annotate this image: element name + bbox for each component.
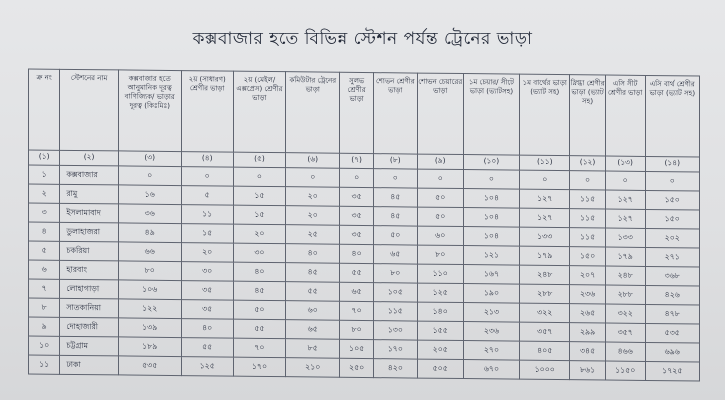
fare-cell: ৩২২	[605, 304, 645, 323]
column-header: ২য় (সাধারণ) শ্রেণীর ভাড়া	[181, 71, 233, 153]
fare-cell: ২৭০	[463, 341, 519, 361]
station-name-cell: চকরিয়া	[60, 241, 119, 261]
column-number: (৪)	[181, 152, 233, 168]
fare-cell: ৬৯৬	[645, 342, 699, 362]
fare-cell: ১১৫	[373, 302, 417, 321]
fare-cell: ২৮৮	[605, 285, 645, 304]
fare-cell: ৮৬১	[570, 361, 606, 380]
fare-cell: ১৯০	[463, 284, 519, 304]
fare-cell: ২৭১	[645, 247, 699, 267]
fare-cell: ৩৫	[181, 281, 233, 301]
document-title: কক্সবাজার হতে বিভিন্ন স্টেশন পর্যন্ত ট্রেনের ভাড়া	[192, 29, 533, 49]
fare-table	[28, 68, 700, 381]
column-number: (২)	[60, 150, 119, 166]
column-header: সুলভ শ্রেণীর ভাড়া	[340, 72, 373, 153]
station-name-cell: কক্সবাজার	[60, 165, 119, 185]
fare-cell: ৩৫৭	[520, 322, 570, 342]
fare-cell: ১২৫	[417, 283, 463, 302]
column-number: (৮)	[373, 154, 417, 169]
fare-cell: ৮০	[373, 264, 417, 283]
fare-cell: ১১৫	[570, 228, 606, 247]
fare-cell: ০	[373, 169, 417, 188]
station-name-cell: রামু	[60, 184, 119, 204]
fare-cell: ৬০	[286, 301, 340, 321]
fare-cell: ১০৪	[463, 208, 519, 228]
fare-cell: ৬৫	[286, 320, 340, 340]
column-number: (১০)	[463, 155, 519, 171]
fare-cell: ২০	[286, 206, 340, 226]
column-number: (৬)	[286, 153, 340, 169]
fare-cell: ০	[118, 166, 181, 186]
fare-cell: ৩৫	[340, 206, 373, 225]
fare-cell: ২৫০	[340, 358, 373, 377]
station-name-cell: ঢাকা	[60, 355, 119, 375]
fare-cell: ১৫	[233, 186, 285, 206]
fare-cell: ২৮৮	[520, 284, 570, 304]
fare-cell: ২৪৮	[605, 266, 645, 285]
station-name-cell: সাতকানিয়া	[60, 298, 119, 318]
fare-cell: ৪০	[340, 244, 373, 263]
serial-cell: ১১	[29, 355, 60, 374]
fare-cell: ১৭০	[233, 357, 285, 377]
column-number: (৯)	[417, 154, 463, 169]
fare-cell: ৭০	[340, 301, 373, 320]
table-header-row	[29, 69, 700, 157]
fare-cell: ৬০	[417, 226, 463, 245]
fare-cell: ৩৬৮	[645, 266, 699, 286]
fare-cell: ৪২৬	[645, 285, 699, 305]
column-header: শোভন শ্রেণীর ভাড়া	[373, 73, 417, 154]
fare-cell: ৩২২	[520, 303, 570, 323]
serial-cell: ১০	[29, 336, 60, 355]
fare-cell: ৬৫	[340, 282, 373, 301]
fare-cell: ১৭০	[373, 340, 417, 359]
fare-cell: ৪০	[286, 244, 340, 264]
fare-cell: ০	[417, 169, 463, 188]
fare-cell: ১২৭	[520, 208, 570, 228]
fare-cell: ২০৫	[417, 340, 463, 359]
fare-cell: ০	[181, 167, 233, 187]
column-number: (৫)	[233, 152, 285, 168]
fare-cell: ০	[520, 170, 570, 190]
column-number: (৭)	[340, 153, 373, 168]
fare-cell: ১০৫	[373, 283, 417, 302]
fare-cell: ১৬	[118, 185, 181, 205]
fare-cell: ৩০	[181, 262, 233, 282]
serial-cell: ১	[29, 165, 60, 184]
fare-cell: ৫০	[233, 300, 285, 320]
serial-cell: ৯	[29, 317, 60, 336]
fare-cell: ০	[463, 170, 519, 190]
column-header: ২য় (মেইল/ এক্সপ্রেস) শ্রেণীর ভাড়া	[233, 71, 285, 153]
column-number: (১২)	[570, 156, 606, 171]
fare-cell: ১৩৩	[520, 227, 570, 247]
serial-cell: ৭	[29, 279, 60, 298]
fare-cell: ২৬৫	[570, 304, 606, 323]
fare-cell: ০	[645, 171, 699, 191]
fare-cell: ৪৫	[286, 263, 340, 283]
column-number: (১)	[29, 150, 60, 165]
fare-cell: ৪৬৬	[605, 342, 645, 361]
fare-cell: ৫৩৫	[645, 323, 699, 343]
fare-cell: ০	[233, 167, 285, 187]
serial-cell: ৫	[29, 241, 60, 260]
fare-cell: ৫৫	[181, 338, 233, 358]
fare-cell: ৮০	[340, 320, 373, 339]
fare-cell: ১০৫	[340, 339, 373, 358]
fare-cell: ৫৫	[340, 263, 373, 282]
fare-cell: ৩৫৭	[605, 323, 645, 342]
serial-cell: ৮	[29, 298, 60, 317]
fare-cell: ৫০	[417, 207, 463, 226]
fare-cell: ১১৫০	[605, 361, 645, 380]
column-number: (১৩)	[605, 156, 645, 171]
fare-cell: ১৮৯	[118, 337, 181, 357]
fare-cell: ৪৭৮	[645, 304, 699, 324]
fare-cell: ৪০	[181, 319, 233, 339]
fare-cell: ২১০	[286, 358, 340, 378]
fare-cell: ২০২	[645, 228, 699, 248]
fare-cell: ২৯৯	[570, 323, 606, 342]
column-number: (১১)	[520, 155, 570, 171]
station-name-cell: হারবাং	[60, 260, 119, 280]
fare-cell: ৫	[181, 186, 233, 206]
fare-cell: ১২৭	[605, 209, 645, 228]
fare-cell: ১০০০	[520, 360, 570, 380]
fare-cell: ১৫	[181, 224, 233, 244]
fare-cell: ১৫০	[570, 247, 606, 266]
column-header: এসি বার্থ শ্রেণীর ভাড়া (ভ্যাট সহ)	[645, 75, 699, 157]
column-header: কক্সবাজার হতে আনুমানিক দূরত্ব বাণিজ্যিক/ ভাড়ার দূরত্ব (কিঃমিঃ)	[118, 70, 181, 152]
fare-cell: ৫০	[417, 188, 463, 207]
fare-cell: ১৭৯	[520, 246, 570, 266]
fare-cell: ৪৫	[233, 281, 285, 301]
fare-cell: ১৪০	[417, 302, 463, 321]
column-header: ক্র নং	[29, 69, 60, 150]
fare-cell: ১২৭	[605, 190, 645, 209]
fare-cell: ১৩০	[373, 321, 417, 340]
fare-cell: ৪৫	[373, 207, 417, 226]
fare-cell: ৩৫	[340, 187, 373, 206]
fare-cell: ৩৫	[181, 300, 233, 320]
fare-cell: ১৭৯	[605, 247, 645, 266]
column-header: এসি সীট শ্রেণীর ভাড়া	[605, 75, 645, 156]
fare-cell: ১৩৩	[605, 228, 645, 247]
fare-cell: ৬৫	[373, 245, 417, 264]
fare-cell: ২৩৬	[570, 285, 606, 304]
column-header: কমিউটার ট্রেনের ভাড়া	[286, 72, 340, 154]
fare-cell: ১৭২৫	[645, 361, 699, 381]
fare-cell: ১৫	[233, 205, 285, 225]
fare-cell: ৭০	[233, 338, 285, 358]
fare-cell: ৮০	[118, 261, 181, 281]
fare-cell: ২০	[233, 224, 285, 244]
serial-cell: ৬	[29, 260, 60, 279]
fare-cell: ৫০৫	[417, 359, 463, 378]
fare-cell: ১১৫	[570, 190, 606, 209]
fare-cell: ১০৪	[463, 189, 519, 209]
fare-cell: ৫৫	[233, 319, 285, 339]
station-name-cell: দোহাজারী	[60, 317, 119, 337]
table-body	[29, 165, 700, 381]
fare-cell: ৪০৫	[520, 341, 570, 361]
fare-cell: ৮৫	[286, 339, 340, 359]
fare-cell: ২৪৮	[520, 265, 570, 285]
fare-cell: ৪৫	[373, 188, 417, 207]
fare-cell: ১৫০	[645, 209, 699, 229]
fare-cell: ৩০	[233, 243, 285, 263]
fare-cell: ১৫০	[645, 190, 699, 210]
fare-cell: ৮০	[417, 245, 463, 264]
fare-cell: ১২৭	[520, 189, 570, 209]
fare-cell: ৪৯	[118, 223, 181, 243]
fare-cell: ২৩৬	[463, 322, 519, 342]
fare-cell: ১১৫	[570, 209, 606, 228]
serial-cell: ৪	[29, 222, 60, 241]
fare-cell: ০	[286, 168, 340, 188]
fare-cell: ১২১	[463, 246, 519, 266]
serial-cell: ২	[29, 184, 60, 203]
fare-cell: ৫৩৫	[118, 356, 181, 376]
column-header: ১ম চেয়ার/ সীটে ভাড়া (ভ্যাটসহ)	[463, 74, 519, 156]
fare-cell: ১২২	[118, 299, 181, 319]
fare-cell: ২০	[181, 243, 233, 263]
fare-cell: ১৩৯	[118, 318, 181, 338]
fare-cell: ১৫৫	[417, 321, 463, 340]
column-number: (৩)	[118, 151, 181, 167]
station-name-cell: লোহাগাড়া	[60, 279, 119, 299]
fare-cell: ৫০	[373, 226, 417, 245]
fare-cell: ৪২০	[373, 359, 417, 378]
fare-cell: ০	[605, 171, 645, 190]
station-name-cell: চট্টগ্রাম	[60, 336, 119, 356]
fare-cell: ৩৫	[340, 225, 373, 244]
fare-cell: ১০৪	[463, 227, 519, 247]
station-name-cell: ডুলাহাজরা	[60, 222, 119, 242]
fare-cell: ১২৫	[181, 357, 233, 377]
fare-cell: ১১	[181, 205, 233, 225]
fare-cell: ০	[570, 171, 606, 190]
fare-cell: ৩৬	[118, 204, 181, 224]
column-header: স্টেশনের নাম	[60, 69, 119, 151]
fare-cell: ২০৭	[570, 266, 606, 285]
fare-cell: ০	[340, 168, 373, 187]
fare-cell: ৬৭০	[463, 360, 519, 380]
fare-cell: ৩৪৫	[570, 342, 606, 361]
fare-cell: ১৬৭	[463, 265, 519, 285]
fare-cell: ২০	[286, 187, 340, 207]
serial-cell: ৩	[29, 203, 60, 222]
fare-cell: ২১৩	[463, 303, 519, 323]
column-header: স্নিগ্ধা শ্রেণীর ভাড়া (ভ্যাট সহ)	[570, 75, 606, 156]
column-header: শোভন চেয়ারের ভাড়া	[417, 73, 463, 154]
fare-cell: ১০৬	[118, 280, 181, 300]
fare-cell: ১১০	[417, 264, 463, 283]
station-name-cell: ইসলামাবাদ	[60, 203, 119, 223]
column-header: ১ম বার্থের ভাড়া (ভ্যাট সহ)	[520, 74, 570, 156]
fare-cell: ২৫	[286, 225, 340, 245]
fare-cell: ৪০	[233, 262, 285, 282]
fare-cell: ৬৬	[118, 242, 181, 262]
column-number: (১৪)	[645, 156, 699, 172]
fare-cell: ৫৫	[286, 282, 340, 302]
